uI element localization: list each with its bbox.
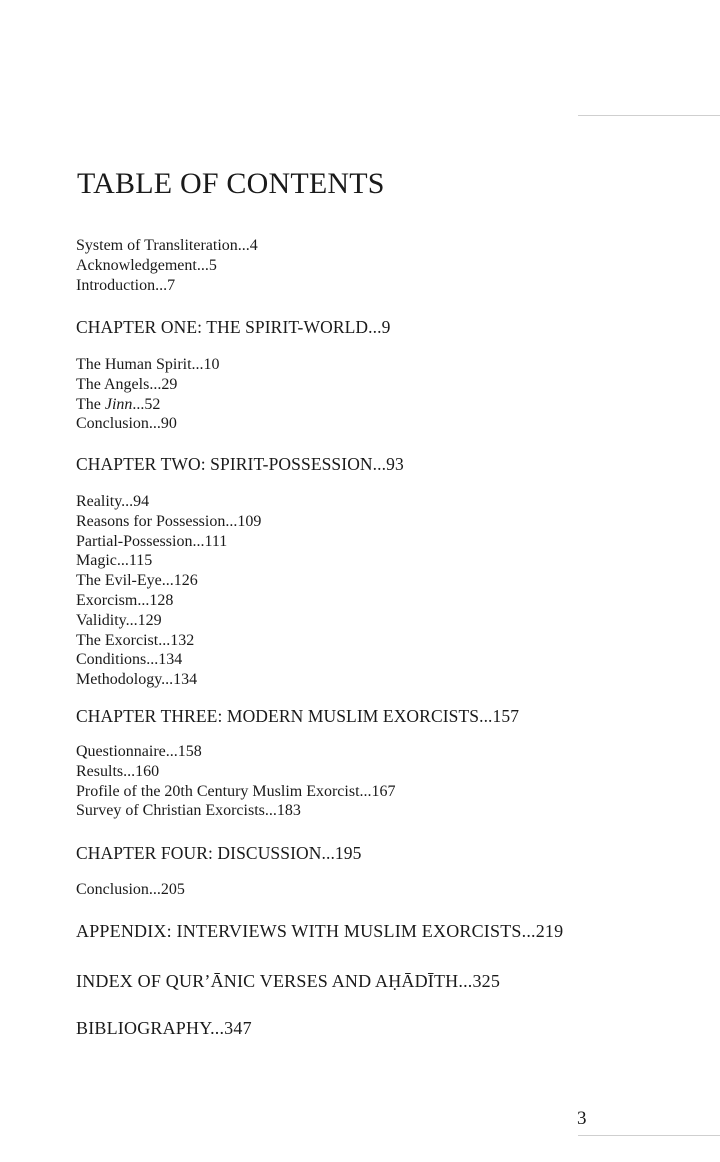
page-number: 3: [577, 1108, 587, 1129]
toc-title: TABLE OF CONTENTS: [77, 167, 385, 200]
toc-entry-conclusion-one: Conclusion...90: [76, 415, 177, 433]
toc-entry-results: Results...160: [76, 762, 160, 780]
toc-entry-validity: Validity...129: [76, 611, 162, 629]
appendix-heading: APPENDIX: INTERVIEWS WITH MUSLIM EXORCISTS...219: [76, 921, 564, 941]
toc-entry-reality: Reality...94: [76, 493, 150, 510]
index-heading: INDEX OF QUR’ĀNIC VERSES AND AḤĀDĪTH...325: [76, 971, 501, 991]
toc-entry-exorcism: Exorcism...128: [76, 591, 174, 609]
toc-entry-human-spirit: The Human Spirit...10: [76, 356, 220, 373]
chapter-two-list: [76, 492, 261, 690]
toc-entry-reasons-possession: Reasons for Possession...109: [76, 512, 262, 530]
toc-entry-partial-possession: Partial-Possession...111: [76, 532, 228, 550]
chapter-three-heading: CHAPTER THREE: MODERN MUSLIM EXORCISTS...157: [76, 706, 520, 726]
toc-entry-angels: The Angels...29: [76, 375, 178, 393]
chapter-four-list: [76, 880, 185, 900]
chapter-four-heading: CHAPTER FOUR: DISCUSSION...195: [76, 843, 362, 863]
toc-entry-questionnaire: Questionnaire...158: [76, 743, 202, 760]
toc-entry-introduction: Introduction...7: [76, 276, 176, 294]
chapter-two-heading: CHAPTER TWO: SPIRIT-POSSESSION...93: [76, 454, 404, 474]
toc-entry-magic: Magic...115: [76, 552, 153, 570]
toc-entry-profile-exorcist: Profile of the 20th Century Muslim Exorcist...167: [76, 782, 396, 800]
toc-entry-conclusion-four: Conclusion...205: [76, 881, 185, 898]
toc-entry-jinn-suffix: ...52: [132, 395, 161, 413]
toc-entry-acknowledgement: Acknowledgement...5: [76, 256, 217, 274]
toc-entry-methodology: Methodology...134: [76, 671, 198, 689]
top-margin-rule: [578, 115, 720, 116]
toc-entry-jinn-italic: Jinn: [104, 395, 133, 413]
front-matter-list: [76, 236, 258, 295]
bottom-margin-rule: [578, 1135, 720, 1136]
toc-entry-transliteration: System of Transliteration...4: [76, 237, 258, 254]
chapter-one-heading: CHAPTER ONE: THE SPIRIT-WORLD...9: [76, 317, 391, 337]
toc-entry-jinn-prefix: The: [76, 395, 105, 413]
toc-entry-conditions: Conditions...134: [76, 651, 183, 669]
toc-entry-jinn: [76, 395, 220, 415]
chapter-three-list: [76, 742, 396, 821]
toc-entry-exorcist: The Exorcist...132: [76, 631, 195, 649]
toc-entry-evil-eye: The Evil-Eye...126: [76, 572, 198, 590]
bibliography-heading: BIBLIOGRAPHY...347: [76, 1018, 252, 1038]
chapter-one-list: [76, 355, 220, 434]
toc-entry-christian-survey: Survey of Christian Exorcists...183: [76, 802, 301, 820]
